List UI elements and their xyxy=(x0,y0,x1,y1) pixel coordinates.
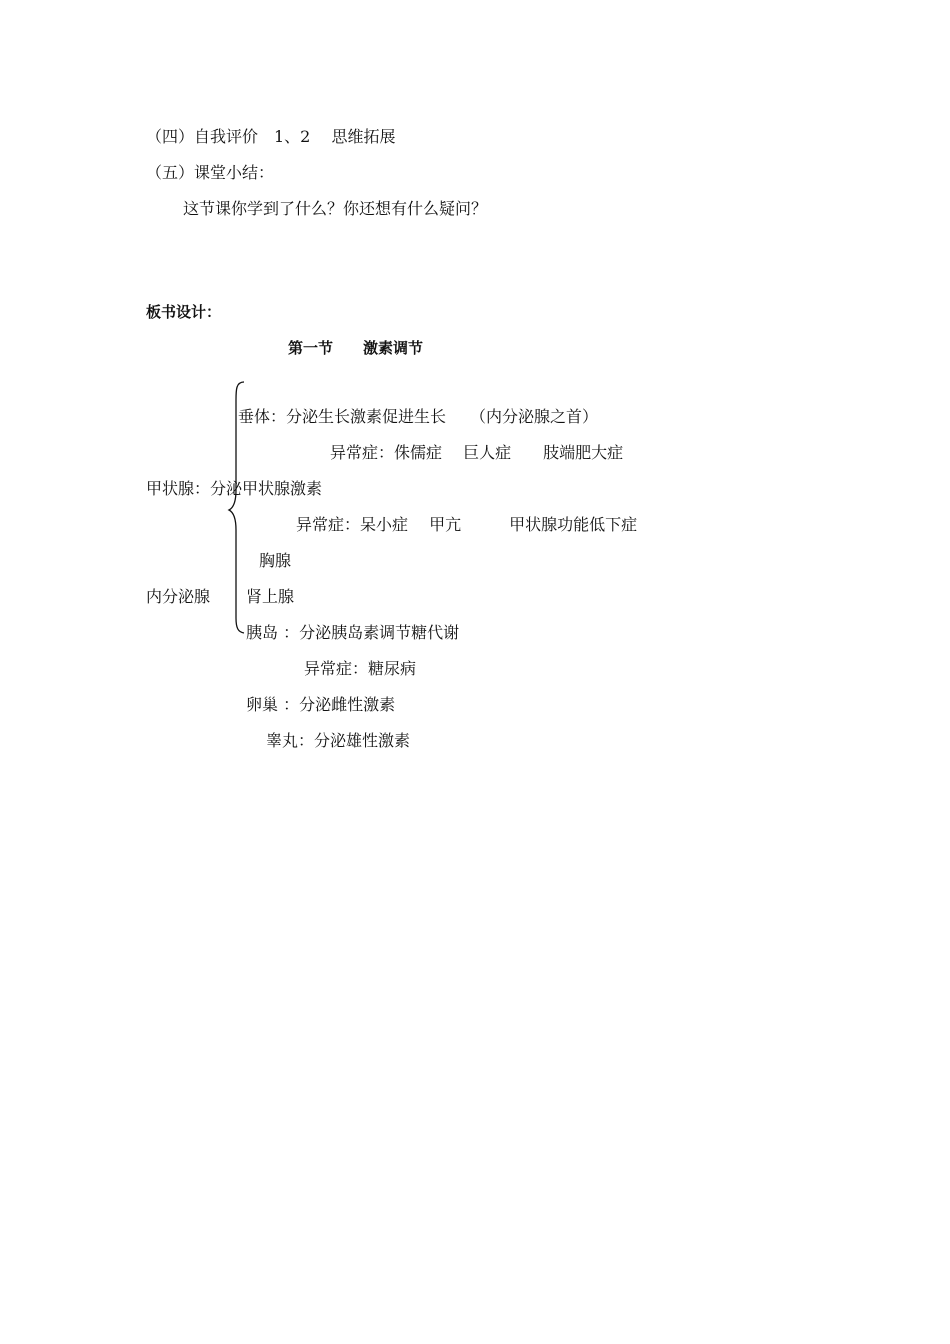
thyroid-disorders-line: 异常症：呆小症 甲亢 甲状腺功能低下症 xyxy=(296,515,638,534)
ovary-line: 卵巢 ：分泌雌性激素 xyxy=(246,695,396,714)
pituitary-line: 垂体：分泌生长激素促进生长 （内分泌腺之首） xyxy=(238,407,599,426)
pituitary-disorders-line: 异常症：侏儒症 巨人症 肢端肥大症 xyxy=(330,443,624,462)
board-title: 第一节 激素调节 xyxy=(288,339,424,357)
endocrine-gland-label: 内分泌腺 xyxy=(146,587,211,606)
pancreas-disorders-line: 异常症：糖尿病 xyxy=(304,659,417,678)
self-evaluation-line: （四）自我评价 1、2 思维拓展 xyxy=(146,127,396,146)
thyroid-line: 甲状腺：分泌甲状腺激素 xyxy=(146,479,323,498)
summary-question: 这节课你学到了什么？你还想有什么疑问？ xyxy=(183,199,488,218)
testis-line: 睾丸：分泌雄性激素 xyxy=(266,731,411,750)
pancreas-line: 胰岛 ：分泌胰岛素调节糖代谢 xyxy=(246,623,460,642)
adrenal-line: 肾上腺 xyxy=(246,587,295,606)
summary-heading: （五）课堂小结： xyxy=(146,163,275,182)
thymus-line: 胸腺 xyxy=(259,551,292,570)
board-design-heading: 板书设计： xyxy=(146,303,222,321)
